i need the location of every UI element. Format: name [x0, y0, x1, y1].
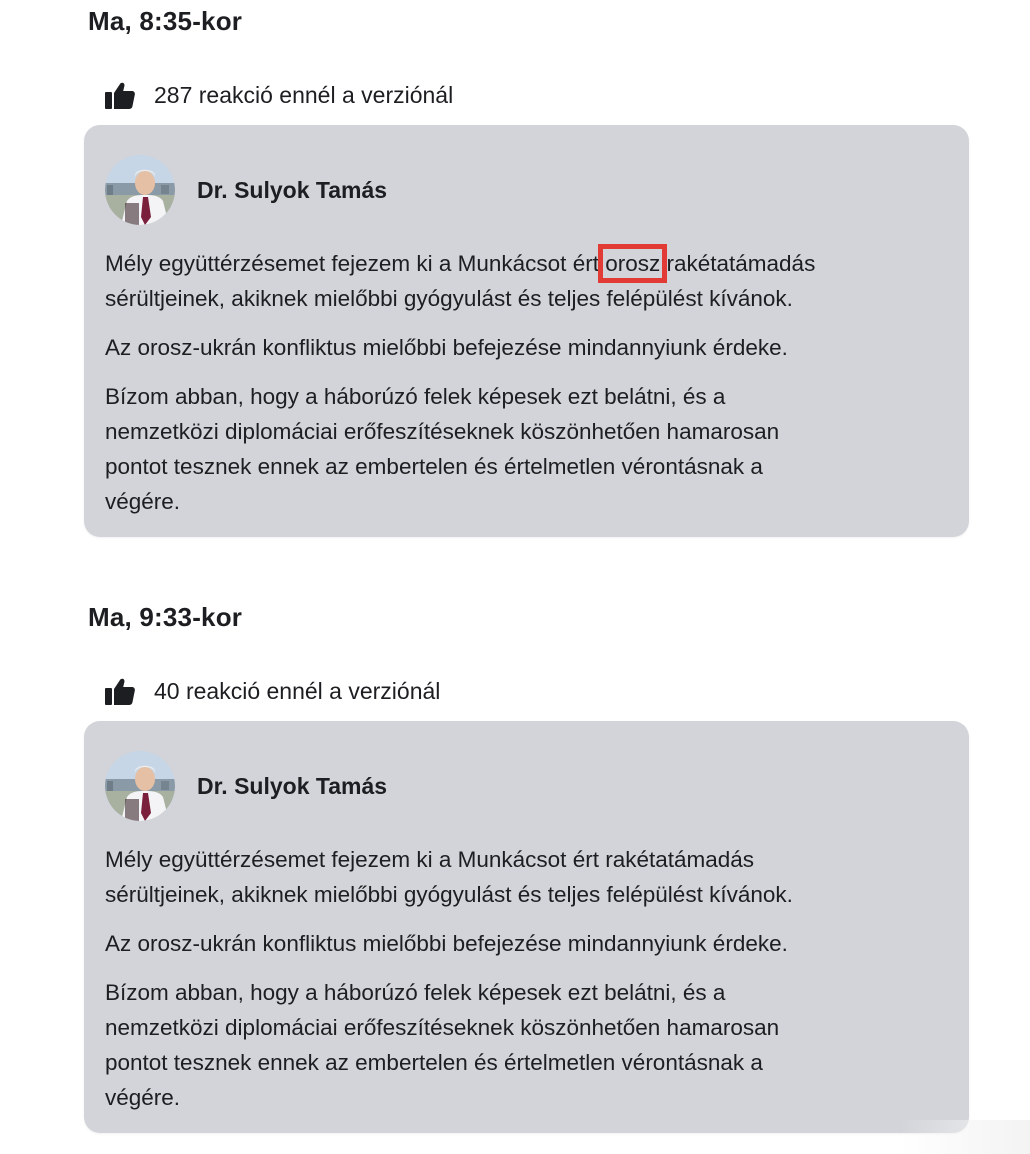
reaction-summary[interactable] [104, 674, 440, 708]
paragraph-line: pontot tesznek ennek az embertelen és értelmetlen vérontásnak a [105, 454, 763, 479]
paragraph-line: végére. [105, 489, 181, 514]
post-paragraph [105, 975, 955, 1115]
paragraph-text-segment: Mély együttérzésemet fejezem ki a Munkácsot ért [105, 251, 606, 276]
post-body [105, 842, 955, 1129]
reaction-count-text: 287 reakció ennél a verziónál [154, 81, 454, 108]
post-paragraph: Az orosz-ukrán konfliktus mielőbbi befejezése mindannyiunk érdeke. [105, 335, 788, 360]
post-paragraph [105, 379, 955, 519]
post-card [84, 721, 969, 1133]
paragraph-line: sérültjeinek, akiknek mielőbbi gyógyulást és teljes felépülést kívánok. [105, 882, 793, 907]
version-timestamp: Ma, 9:33-kor [88, 602, 243, 632]
paragraph-text-segment: rakétatámadás [660, 251, 816, 276]
reaction-summary[interactable] [104, 78, 453, 112]
post-paragraph [105, 842, 955, 912]
reaction-count-text: 40 reakció ennél a verziónál [154, 677, 441, 704]
post-paragraph: Az orosz-ukrán konfliktus mielőbbi befejezése mindannyiunk érdeke. [105, 931, 788, 956]
version-timestamp: Ma, 8:35-kor [88, 6, 243, 36]
paragraph-line: Bízom abban, hogy a háborúzó felek képesek ezt belátni, és a [105, 980, 726, 1005]
paragraph-text-segment: sérültjeinek, akiknek mielőbbi gyógyulást és teljes felépülést kívánok. [105, 286, 793, 311]
author-name[interactable]: Dr. Sulyok Tamás [197, 772, 388, 799]
like-thumbs-up-icon [104, 80, 136, 110]
paragraph-line: Mély együttérzésemet fejezem ki a Munkácsot ért rakétatámadás [105, 847, 755, 872]
post-author[interactable] [105, 155, 387, 225]
paragraph-line: nemzetközi diplomáciai erőfeszítéseknek köszönhetően hamarosan [105, 1015, 780, 1040]
highlighted-word-orosz: orosz [605, 251, 661, 276]
post-card [84, 125, 969, 537]
author-name[interactable]: Dr. Sulyok Tamás [197, 176, 388, 203]
paragraph-line: pontot tesznek ennek az embertelen és értelmetlen vérontásnak a [105, 1050, 763, 1075]
paragraph-line: Bízom abban, hogy a háborúzó felek képesek ezt belátni, és a [105, 384, 726, 409]
paragraph-line: nemzetközi diplomáciai erőfeszítéseknek köszönhetően hamarosan [105, 419, 780, 444]
author-avatar[interactable] [105, 751, 175, 821]
author-avatar[interactable] [105, 155, 175, 225]
post-paragraph [105, 246, 955, 316]
paragraph-line: végére. [105, 1085, 181, 1110]
like-thumbs-up-icon [104, 676, 136, 706]
bottom-edge-shadow [900, 1120, 1030, 1154]
post-body [105, 246, 955, 533]
post-author[interactable] [105, 751, 387, 821]
